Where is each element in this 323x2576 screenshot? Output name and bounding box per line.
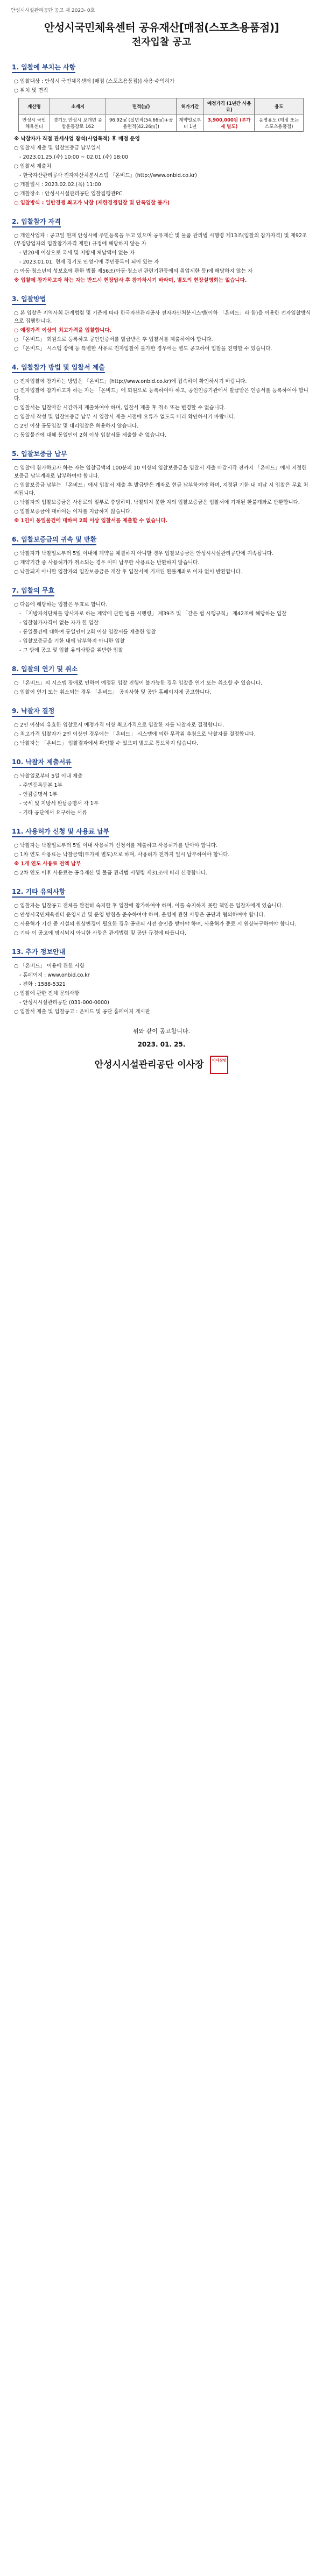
signature-line xyxy=(11,1056,312,1074)
s11-line: ※ 1개 연도 사용료 전액 납부 xyxy=(14,861,81,867)
s11-line: ○ 낙찰자는 낙찰일로부터 5일 이내 사용허가 신청서를 제출하고 사용허가를 받아야 합니다. xyxy=(14,843,217,849)
s7-line: - 그 밖에 공고 및 입찰 유의사항을 위반한 입찰 xyxy=(19,647,123,653)
s2-line: ○ 아동·청소년의 성보호에 관한 법률 제56조(아동·청소년 관련기관등에의 취업제한 등)에 해당하지 않는 자 xyxy=(14,268,253,274)
s9-line: ○ 낙찰자는 「온비드」 입찰결과에서 확인할 수 있으며 별도로 통보하지 않습니다. xyxy=(14,741,198,746)
header-cell: 재산명 xyxy=(19,98,50,115)
s10-line: - 기타 공단에서 요구하는 서류 xyxy=(19,810,87,816)
section-9-title: 9. 낙찰자 결정 xyxy=(12,706,54,717)
s9-line: ○ 최고가격 입찰자가 2인 이상인 경우에는 「온비드」 시스템에 의한 무작위 추첨으로 낙찰자를 결정합니다. xyxy=(14,731,256,737)
section-1-title: 1. 입찰에 부치는 사항 xyxy=(12,62,75,73)
s7-line: - 입찰보증금을 기한 내에 납부하지 아니한 입찰 xyxy=(19,638,125,644)
s10-line: ○ 낙찰일로부터 5일 이내 제출 xyxy=(14,773,83,779)
property-table xyxy=(18,98,304,132)
s3-line: ○ 예정가격 이상의 최고가격을 입찰합니다. xyxy=(14,328,112,333)
s7-line: - 「지방자치단체를 당사자로 하는 계약에 관한 법률 시행령」 제39조 및 「같은 법 시행규칙」 제42조에 해당하는 입찰 xyxy=(19,611,287,617)
s4-line: ○ 2인 이상 공동입찰 및 대리입찰은 허용하지 않습니다. xyxy=(14,423,139,429)
s1-note: ○ 개찰일시 : 2023.02.02.(목) 11:00 xyxy=(14,182,101,188)
s5-line: ※ 1인이 동일물건에 대하여 2회 이상 입찰서를 제출할 수 없습니다. xyxy=(14,518,168,524)
section-6-title: 6. 입찰보증금의 귀속 및 반환 xyxy=(12,535,96,545)
s11-line: ○ 2차 연도 이후 사용료는 공유재산 및 물품 관리법 시행령 제31조에 따라 산정합니다. xyxy=(14,870,208,876)
s12-line: ○ 입찰자는 입찰공고 전체를 완전히 숙지한 후 입찰에 참가하여야 하며, 이를 숙지하지 못한 책임은 입찰자에게 있습니다. xyxy=(14,903,284,909)
section-4-title: 4. 입찰참가 방법 및 입찰서 제출 xyxy=(12,362,105,373)
s13-line: - 안성시시설관리공단 (031-000-0000) xyxy=(19,1000,109,1006)
property-table-header xyxy=(19,98,304,115)
cell-period: 계약일로부터 1년 xyxy=(176,115,203,132)
s3-line: ○ 「온비드」 시스템 장애 등 특별한 사유로 전자입찰이 불가한 경우에는 별도 공고하여 입찰을 진행할 수 있습니다. xyxy=(14,346,272,352)
s4-line: ○ 입찰서는 입찰마감 시간까지 제출하여야 하며, 입찰서 제출 후 취소 또는 변경할 수 없습니다. xyxy=(14,405,226,411)
section-8-title: 8. 입찰의 연기 및 취소 xyxy=(12,664,78,675)
property-table-row xyxy=(19,115,304,132)
section-7-title: 7. 입찰의 무효 xyxy=(12,586,54,596)
notice-page xyxy=(11,0,312,1085)
header-cell: 면적(㎡) xyxy=(106,98,176,115)
header-cell: 예정가격 (1년간 사용료) xyxy=(204,98,255,115)
s7-line: - 동일물건에 대하여 동일인이 2회 이상 입찰서를 제출한 입찰 xyxy=(19,629,156,635)
s12-line: ○ 기타 이 공고에 명시되지 아니한 사항은 관계법령 및 공단 규정에 따릅니다. xyxy=(14,930,186,936)
s1-note: ○ 입찰방식 : 일반경쟁 최고가 낙찰 (제한경쟁입찰 및 단독입찰 불가) xyxy=(14,200,170,206)
s7-line: ○ 다음에 해당하는 입찰은 무효로 합니다. xyxy=(14,602,108,608)
s6-line: ○ 계약기간 중 사용허가가 취소되는 경우 이미 납부한 사용료는 반환하지 않습니다. xyxy=(14,560,200,566)
s13-line: - 전화 : 1588-5321 xyxy=(19,981,66,987)
s13-line: ○ 입찰에 관한 전체 문의사항 xyxy=(14,991,80,997)
notice-ref-number: 안성시시설관리공단 공고 제 2023- 0호 xyxy=(11,8,95,13)
s1-note: ※ 낙찰자가 직접 관세사업 참석(사업목적) 후 매점 운영 xyxy=(14,136,140,142)
s1-note: - 2023.01.25.(수) 10:00 ~ 02.01.(수) 18:00 xyxy=(19,154,129,160)
header-cell: 용도 xyxy=(255,98,304,115)
s10-line: - 국세 및 지방세 완납증명서 각 1부 xyxy=(19,801,99,807)
s4-line: ○ 동일물건에 대해 동일인이 2회 이상 입찰서를 제출할 수 없습니다. xyxy=(14,432,167,438)
section-11-title: 11. 사용허가 신청 및 사용료 납부 xyxy=(12,827,109,837)
s9-line: ○ 2인 이상의 유효한 입찰로서 예정가격 이상 최고가격으로 입찰한 자를 낙찰자로 결정합니다. xyxy=(14,722,224,728)
s2-line: ○ 개인사업자 : 공고일 현재 안성시에 주민등록을 두고 있으며 공유재산 및 물품 관리법 시행령 제13조(입찰의 참가자격) 및 제92조(부정당업자의 입찰참가자격 제한) 규정에 해당하지 않는 자 xyxy=(14,233,307,247)
s8-line: ○ 「온비드」의 시스템 장애로 인하여 예정된 입찰 진행이 불가능한 경우 입찰을 연기 또는 취소할 수 있습니다. xyxy=(14,680,263,686)
section-3-title: 3. 입찰방법 xyxy=(12,294,46,305)
s5-line: ○ 입찰보증금 납부는 「온비드」에서 입찰서 제출 후 발급받은 계좌로 현금 납부하여야 하며, 지정된 기한 내 미납 시 입찰은 무효 처리됩니다. xyxy=(14,482,308,496)
cell-usage: 운영용도 (매점 또는 스포츠용품점) xyxy=(255,115,304,132)
title-line-1: 안성시국민체육센터 공유재산[매점(스포츠용품점)] xyxy=(44,21,279,34)
s5-line: ○ 낙찰자의 입찰보증금은 사용료의 일부로 충당하며, 낙찰되지 못한 자의 입찰보증금은 입찰서에 기재된 환불계좌로 반환합니다. xyxy=(14,500,300,506)
s3-line: ○ 본 입찰은 지역사회 관계법령 및 기준에 따라 한국자산관리공사 전자자산처분시스템(이하 「온비드」라 함)을 이용한 전자입찰방식으로 집행합니다. xyxy=(14,310,311,324)
s4-line: ○ 전자입찰에 참가하는 방법은 「온비드」(http://www.onbid.co.kr)에 접속하여 확인하시기 바랍니다. xyxy=(14,379,247,385)
cell-property-name: 안성시 국민체육센터 xyxy=(19,115,50,132)
official-seal-icon: 이사장인 xyxy=(210,1056,228,1074)
s12-line: ○ 사용허가 기간 중 시설의 원상변경이 필요한 경우 공단의 사전 승인을 받아야 하며, 사용허가 종료 시 원상복구하여야 합니다. xyxy=(14,921,297,927)
section-5-title: 5. 입찰보증금 납부 xyxy=(12,449,67,460)
s1-note: ○ 입찰서 제출처 xyxy=(14,163,52,169)
s2-line: - 2023.01.01. 현재 경기도 안성시에 주민등록이 되어 있는 자 xyxy=(19,259,159,265)
section-13-title: 13. 추가 정보안내 xyxy=(12,947,65,958)
cell-area: 96.92㎡ (실면적(54.66㎡)+공용면적(42.26㎡)) xyxy=(106,115,176,132)
s1-note: ○ 입찰서 제출 및 입찰보증금 납부일시 xyxy=(14,145,101,151)
s1-line: ○ 위치 및 면적 xyxy=(14,88,48,94)
section-12-title: 12. 기타 유의사항 xyxy=(12,887,65,898)
s4-line: ○ 입찰서 작성 및 입찰보증금 납부 시 입찰서 제출 시점에 오류가 없도록 미리 확인하시기 바랍니다. xyxy=(14,414,236,420)
header-cell: 허가기간 xyxy=(176,98,203,115)
signature-text: 안성시시설관리공단 이사장 xyxy=(94,1059,204,1070)
s7-line: - 입찰참가자격이 없는 자가 한 입찰 xyxy=(19,620,99,626)
s6-line: ○ 낙찰되지 아니한 입찰자의 입찰보증금은 개찰 후 입찰서에 기재된 환불계좌로 이자 없이 반환합니다. xyxy=(14,569,242,575)
header-cell: 소재지 xyxy=(50,98,106,115)
cell-price: 3,900,000원 (부가세 별도) xyxy=(204,115,255,132)
s2-line: - 만20세 이상으로 국세 및 지방세 체납액이 없는 자 xyxy=(19,250,135,256)
onbid-link[interactable]: - 한국자산관리공사 전자자산처분시스템 「온비드」(http://www.onbid.co.kr) xyxy=(19,173,197,179)
s10-line: - 인감증명서 1부 xyxy=(19,792,58,798)
s4-line: ○ 전자입찰에 참가하고자 하는 자는 「온비드」에 회원으로 등록하여야 하고, 공인인증기관에서 발급받은 인증서를 등록하여야 합니다. xyxy=(14,388,308,402)
closing-statement: 위와 같이 공고합니다. xyxy=(132,1028,191,1035)
s5-line: ○ 입찰보증금에 대하여는 이자를 지급하지 않습니다. xyxy=(14,509,132,515)
cell-address: 경기도 안성시 보개면 종합운동장로 162 xyxy=(50,115,106,132)
s11-line: ○ 1차 연도 사용료는 낙찰금액(부가세 별도)으로 하며, 사용허가 전까지 일시 납부하여야 합니다. xyxy=(14,852,230,858)
title-line-2: 전자입찰 공고 xyxy=(131,37,192,48)
notice-date: 2023. 01. 25. xyxy=(137,1041,186,1048)
notice-title xyxy=(11,19,312,48)
s3-line: ○ 「온비드」 회원으로 등록하고 공인인증서를 발급받은 후 입찰서를 제출하여야 합니다. xyxy=(14,337,213,343)
s12-line: ○ 안성시국민체육센터 운영시간 및 운영 방침을 준수하여야 하며, 운영에 관한 사항은 공단과 협의하여야 합니다. xyxy=(14,912,265,918)
s1-note: ○ 개찰장소 : 안성시시설관리공단 입찰집행관PC xyxy=(14,191,123,197)
section-2-title: 2. 입찰참가 자격 xyxy=(12,217,61,227)
s8-line: ○ 입찰이 연기 또는 취소되는 경우 「온비드」 공지사항 및 공단 홈페이지에 공고합니다. xyxy=(14,689,212,695)
s13-line: ○ 입찰서 제출 및 입찰공고 : 온비드 및 공단 홈페이지 게시판 xyxy=(14,1009,150,1015)
s6-line: ○ 낙찰자가 낙찰일로부터 5일 이내에 계약을 체결하지 아니할 경우 입찰보증금은 안성시시설관리공단에 귀속됩니다. xyxy=(14,551,273,557)
s2-line: ※ 입찰에 참가하고자 하는 자는 반드시 현장답사 후 참가하시기 바라며, 별도의 현장설명회는 없습니다. xyxy=(14,277,247,283)
s10-line: - 주민등록등본 1부 xyxy=(19,782,62,788)
s1-line: ○ 입찰대상 : 안성시 국민체육센터 [매점 (스포츠용품점)] 사용·수익허가 xyxy=(14,79,175,84)
onbid-homepage-link[interactable]: - 홈페이지 : www.onbid.co.kr xyxy=(19,972,90,978)
section-10-title: 10. 낙찰자 제출서류 xyxy=(12,757,72,768)
s5-line: ○ 입찰에 참가하고자 하는 자는 입찰금액의 100분의 10 이상의 입찰보증금을 입찰서 제출 마감시각 전까지 「온비드」에서 지정한 보증금 납부계좌로 납부하여야 합니다. xyxy=(14,465,307,479)
s13-line: ○ 「온비드」 이용에 관한 사항 xyxy=(14,963,85,969)
